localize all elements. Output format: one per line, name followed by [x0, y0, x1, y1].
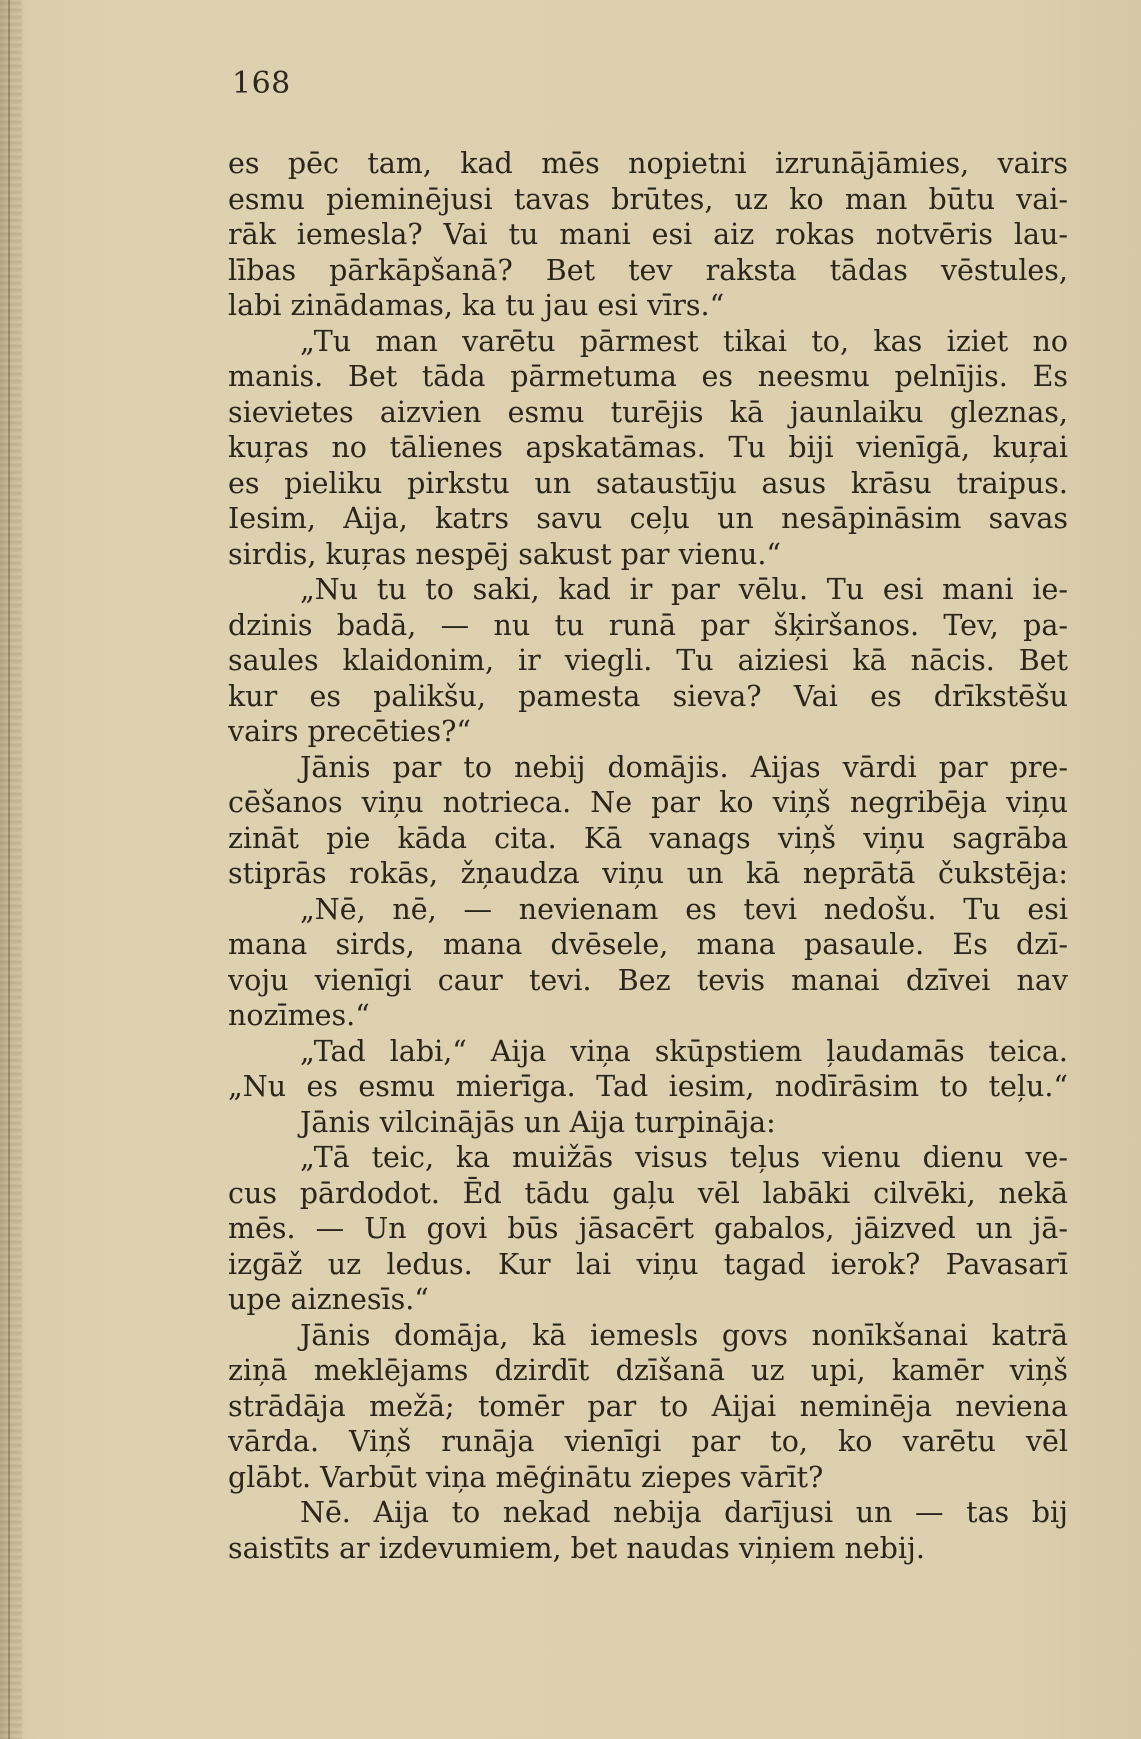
text-line: labi zinādamas, ka tu jau esi vīrs.“	[228, 289, 725, 322]
text-line: sirdis, kuŗas nespēj sakust par vienu.“	[228, 537, 781, 571]
text-line: Jānis vilcinājās un Aija turpināja:	[300, 1105, 776, 1139]
text-line: sievietes aizvien esmu turējis kā jaunlaiku gleznas,	[228, 395, 1068, 429]
text-line: „Nu es esmu mierīga. Tad iesim, nodīrāsim to teļu.“	[228, 1070, 1068, 1103]
text-line: saistīts ar izdevumiem, bet naudas viņiem nebij.	[228, 1531, 925, 1565]
text-line: vārda. Viņš runāja vienīgi par to, ko varētu vēl	[228, 1425, 1068, 1458]
text-line: nozīmes.“	[228, 999, 370, 1032]
text-line: es pēc tam, kad mēs nopietni izrunājāmies, vairs	[228, 147, 1068, 180]
text-line: Iesim, Aija, katrs savu ceļu un nesāpināsim savas	[228, 502, 1068, 535]
text-line: upe aiznesīs.“	[228, 1283, 429, 1316]
text-line: cus pārdodot. Ēd tādu gaļu vēl labāki cilvēki, nekā	[228, 1176, 1068, 1210]
text-line: stiprās rokās, žņaudza viņu un kā neprātā čukstēja:	[228, 857, 1068, 890]
text-line: vairs precēties?“	[228, 715, 471, 748]
text-line: „Nē, nē, — nevienam es tevi nedošu. Tu esi	[300, 892, 1068, 926]
text-line: Jānis par to nebij domājis. Aijas vārdi par pre-	[300, 750, 1068, 784]
text-line: Nē. Aija to nekad nebija darījusi un — tas bij	[300, 1496, 1068, 1529]
text-line: „Nu tu to saki, kad ir par vēlu. Tu esi mani ie-	[300, 573, 1068, 606]
text-line: cēšanos viņu notrieca. Ne par ko viņš negribēja viņu	[228, 786, 1068, 819]
text-line: lības pārkāpšanā? Bet tev raksta tādas vēstules,	[228, 253, 1068, 287]
text-line: „Tad labi,“ Aija viņa skūpstiem ļaudamās teica.	[300, 1034, 1068, 1068]
text-line: mana sirds, mana dvēsele, mana pasaule. Es dzī-	[228, 928, 1068, 961]
text-line: glābt. Varbūt viņa mēģinātu ziepes vārīt?	[228, 1460, 824, 1494]
text-line: izgāž uz ledus. Kur lai viņu tagad ierok? Pavasarī	[228, 1247, 1068, 1281]
text-line: dzinis badā, — nu tu runā par šķiršanos. Tev, pa-	[228, 608, 1068, 642]
book-spine-shadow	[0, 0, 22, 1739]
text-line: kuŗas no tālienes apskatāmas. Tu biji vienīgā, kuŗai	[228, 431, 1068, 464]
body-text	[228, 146, 1068, 1566]
text-line: voju vienīgi caur tevi. Bez tevis manai dzīvei nav	[228, 963, 1068, 997]
book-binding-edge	[8, 0, 10, 1739]
text-line: zināt pie kāda cita. Kā vanags viņš viņu sagrāba	[228, 821, 1068, 855]
text-line: esmu pieminējusi tavas brūtes, uz ko man būtu vai-	[228, 182, 1068, 216]
text-line: manis. Bet tāda pārmetuma es neesmu pelnījis. Es	[228, 360, 1068, 393]
text-line: „Tā teic, ka muižās visus teļus vienu dienu ve-	[300, 1141, 1068, 1174]
text-line: strādāja mežā; tomēr par to Aijai neminēja neviena	[228, 1389, 1068, 1423]
page-number: 168	[232, 66, 291, 101]
text-line: Jānis domāja, kā iemesls govs nonīkšanai katrā	[300, 1318, 1068, 1352]
text-line: saules klaidonim, ir viegli. Tu aiziesi kā nācis. Bet	[228, 644, 1068, 677]
text-line: ziņā meklējams dzirdīt dzīšanā uz upi, kamēr viņš	[228, 1354, 1068, 1387]
text-line: rāk iemesla? Vai tu mani esi aiz rokas notvēris lau-	[228, 218, 1068, 251]
text-line: es pieliku pirkstu un sataustīju asus krāsu traipus.	[228, 466, 1068, 500]
text-line: kur es palikšu, pamesta sieva? Vai es drīkstēšu	[228, 679, 1068, 713]
text-line: „Tu man varētu pārmest tikai to, kas iziet no	[300, 324, 1068, 358]
text-line: mēs. — Un govi būs jāsacērt gabalos, jāizved un jā-	[228, 1212, 1068, 1245]
